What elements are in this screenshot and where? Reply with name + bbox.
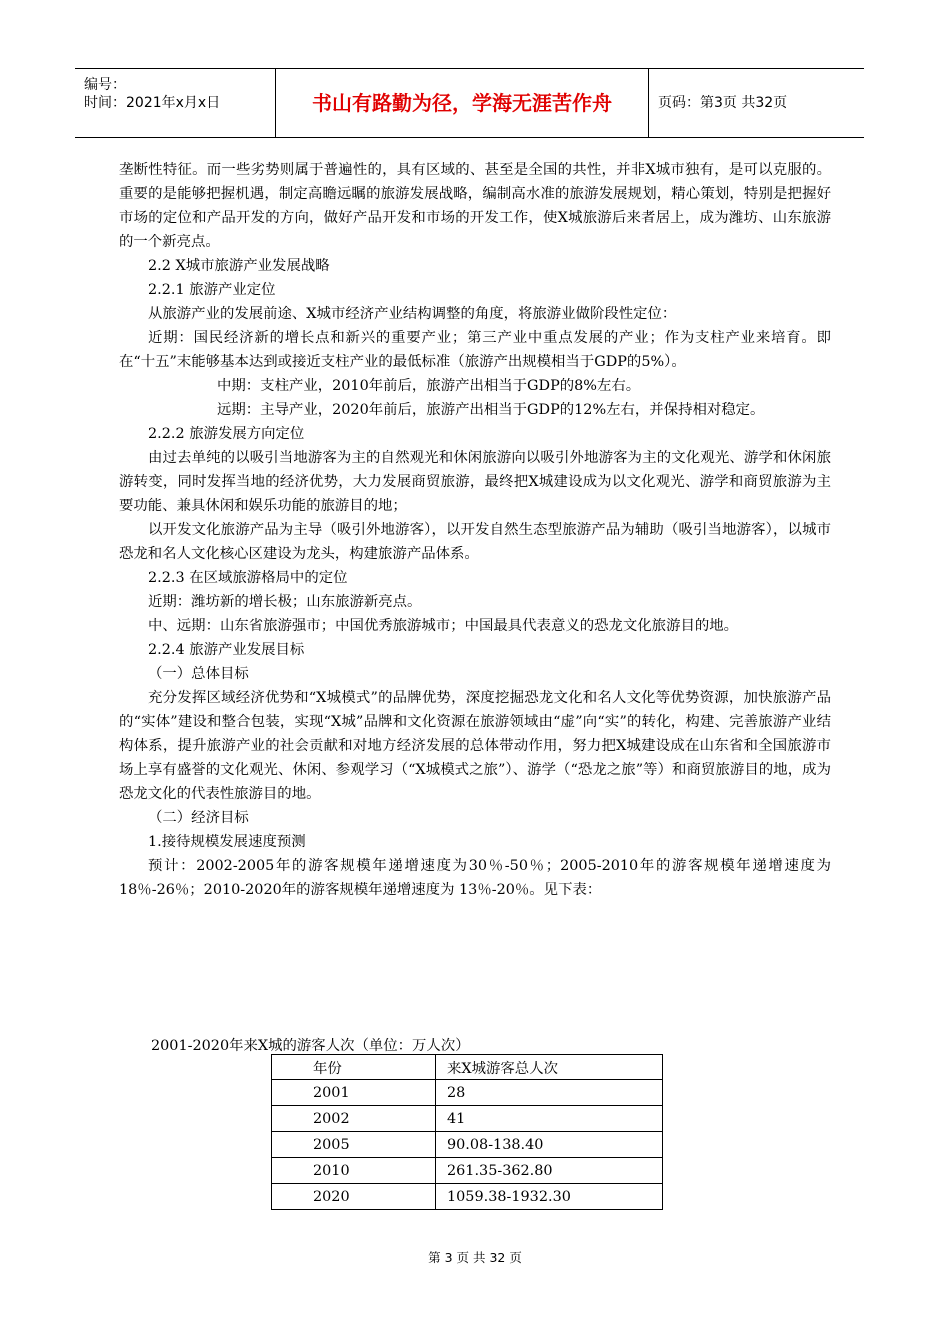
header-motto: 书山有路勤为径，学海无涯苦作舟 [276,69,649,137]
paragraph: 近期：国民经济新的增长点和新兴的重要产业；第三产业中重点发展的产业；作为支柱产业来培育。即在“十五”末能够基本达到或接近支柱产业的最低标准（旅游产出规模相当于GDP的5%）。 [119,330,831,370]
paragraph: 由过去单纯的以吸引当地游客为主的自然观光和休闲旅游向以吸引外地游客为主的文化观光、游学和休闲旅游转变，同时发挥当地的经济优势，大力发展商贸旅游，最终把X城建设成为以文化观光、游学和商贸旅游为主要功能、兼具休闲和娱乐功能的旅游目的地； [119,450,831,514]
paragraph: 充分发挥区域经济优势和“X城模式”的品牌优势，深度挖掘恐龙文化和名人文化等优势资源，加快旅游产品的“实体”建设和整合包装，实现“X城”品牌和文化资源在旅游领域由“虚”向“实”的转化，构建、完善旅游产业结构体系，提升旅游产业的社会贡献和对地方经济发展的总体带动作用，努力把X城建设成在山东省和全国旅游市场上享有盛誉的文化观光、休闲、参观学习（“X城模式之旅”）、游学（“恐龙之旅”等）和商贸旅游目的地，成为恐龙文化的代表性旅游目的地。 [119,690,831,802]
subsection-heading: 2.2.1 旅游产业定位 [148,282,276,298]
header-meta-cell [75,69,276,137]
table-cell-value: 261.35-362.80 [436,1158,663,1184]
paragraph: 近期：潍坊新的增长极；山东旅游新亮点。 [148,594,422,610]
table-row [272,1158,663,1184]
paragraph: 以开发文化旅游产品为主导（吸引外地游客），以开发自然生态型旅游产品为辅助（吸引当地游客），以城市恐龙和名人文化核心区建设为龙头，构建旅游产品体系。 [119,522,831,562]
table-cell-year: 2001 [272,1080,436,1106]
subheading: （一）总体目标 [148,666,249,682]
page-footer: 第 3 页 共 32 页 [428,1250,522,1265]
section-heading: 2.2 X城市旅游产业发展战略 [148,258,330,274]
paragraph: 垄断性特征。而一些劣势则属于普遍性的，具有区域的、甚至是全国的共性，并非X城市独有，是可以克服的。重要的是能够把握机遇，制定高瞻远瞩的旅游发展战略，编制高水准的旅游发展规划，精心策划，特别是把握好市场的定位和产品开发的方向，做好产品开发和市场的开发工作，使X城旅游后来者居上，成为潍坊、山东旅游的一个新亮点。 [119,162,831,250]
table-header-cell: 年份 [272,1055,436,1080]
subheading: （二）经济目标 [148,810,249,826]
table-cell-value: 41 [436,1106,663,1132]
table-cell-value: 28 [436,1080,663,1106]
table-cell-year: 2005 [272,1132,436,1158]
subsection-heading: 2.2.2 旅游发展方向定位 [148,426,305,442]
visitor-table [271,1054,663,1210]
table-row [272,1080,663,1106]
header-page-label: 页码：第3页 共32页 [658,95,788,111]
document-body [119,158,831,902]
subsection-heading: 2.2.4 旅游产业发展目标 [148,642,305,658]
table-cell-year: 2020 [272,1184,436,1210]
paragraph: 预计：2002-2005年的游客规模年递增速度为30％-50％；2005-2010年的游客规模年递增速度为18％-26％；2010-2020年的游客规模年递增速度为 13％-20％。见下表： [119,858,831,898]
table-cell-value: 1059.38-1932.30 [436,1184,663,1210]
paragraph: 中、远期：山东省旅游强市；中国优秀旅游城市；中国最具代表意义的恐龙文化旅游目的地。 [148,618,739,634]
paragraph: 中期：支柱产业，2010年前后，旅游产出相当于GDP的8%左右。 [217,378,641,394]
table-cell-year: 2010 [272,1158,436,1184]
number-label: 编号： [84,77,126,93]
table-header-cell: 来X城游客总人次 [436,1055,663,1080]
table-row [272,1106,663,1132]
table-header-row [272,1055,663,1080]
table-row [272,1184,663,1210]
document-header [75,68,864,138]
paragraph: 远期：主导产业，2020年前后，旅游产出相当于GDP的12%左右，并保持相对稳定。 [217,402,765,418]
table-caption: 2001-2020年来X城的游客人次（单位：万人次） [151,1038,470,1054]
table-row [272,1132,663,1158]
subheading: 1.接待规模发展速度预测 [148,834,306,850]
table-cell-year: 2002 [272,1106,436,1132]
subsection-heading: 2.2.3 在区域旅游格局中的定位 [148,570,348,586]
paragraph: 从旅游产业的发展前途、X城市经济产业结构调整的角度，将旅游业做阶段性定位： [148,306,677,322]
table-cell-value: 90.08-138.40 [436,1132,663,1158]
time-label: 时间：2021年x月x日 [84,95,221,111]
